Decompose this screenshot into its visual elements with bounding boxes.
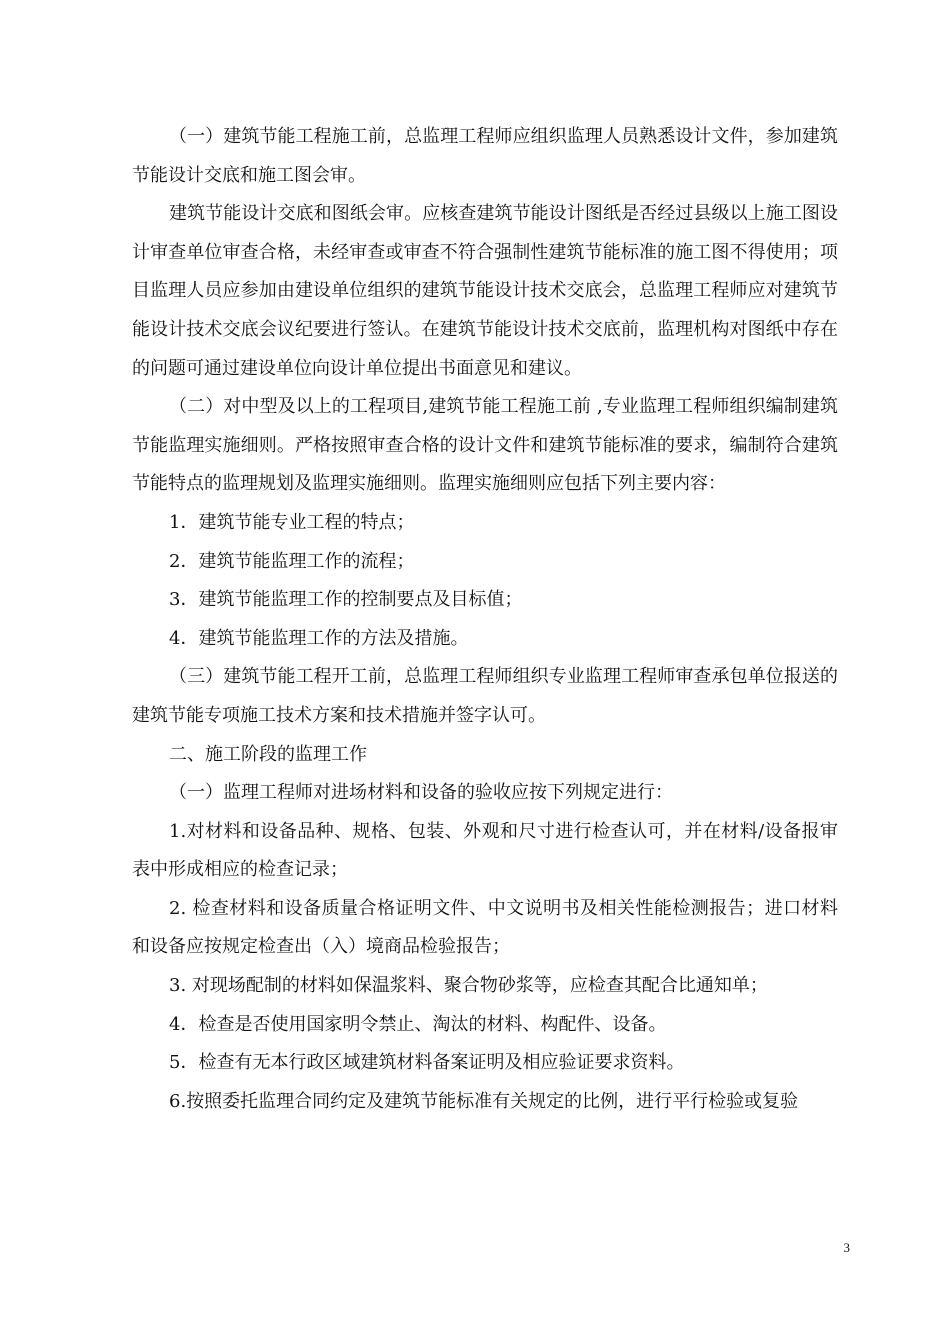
paragraph-4: （三）建筑节能工程开工前，总监理工程师组织专业监理工程师审查承包单位报送的建筑节能专项施工技术方案和技术措施并签字认可。: [132, 666, 838, 726]
list-item-10: 6.按照委托监理合同约定及建筑节能标准有关规定的比例，进行平行检验或复验: [169, 1090, 799, 1112]
list-item-3: 3．建筑节能监理工作的控制要点及目标值；: [169, 589, 523, 611]
list-item-7: 3. 对现场配制的材料如保温浆料、聚合物砂浆等，应检查其配合比通知单；: [169, 975, 768, 997]
page-number: 3: [843, 1240, 850, 1255]
section-heading: 二、施工阶段的监理工作: [169, 743, 367, 765]
list-item-2: 2．建筑节能监理工作的流程；: [169, 550, 415, 572]
paragraph-2: 建筑节能设计交底和图纸会审。应核查建筑节能设计图纸是否经过县级以上施工图设计审查单位审查合格，未经审查或审查不符合强制性建筑节能标准的施工图不得使用；项目监理人员应参加由建设单位组织的建筑节能设计技术交底会，总监理工程师应对建筑节能设计技术交底会议纪要进行签认。在建筑节能设计技术交底前，监理机构对图纸中存在的问题可通过建设单位向设计单位提出书面意见和建议。: [132, 203, 838, 379]
document-body: [132, 118, 838, 1121]
list-item-8: 4．检查是否使用国家明令禁止、淘汰的材料、构配件、设备。: [169, 1013, 667, 1035]
list-item-4: 4．建筑节能监理工作的方法及措施。: [169, 627, 469, 649]
paragraph-3: （二）对中型及以上的工程项目,建筑节能工程施工前 ,专业监理工程师组织编制建筑节能监理实施细则。严格按照审查合格的设计文件和建筑节能标准的要求，编制符合建筑节能特点的监理规划及监理实施细则。监理实施细则应包括下列主要内容：: [132, 396, 838, 495]
paragraph-1: （一）建筑节能工程施工前，总监理工程师应组织监理人员熟悉设计文件，参加建筑节能设计交底和施工图会审。: [132, 126, 838, 186]
list-item-1: 1．建筑节能专业工程的特点；: [169, 511, 415, 533]
list-item-9: 5．检查有无本行政区域建筑材料备案证明及相应验证要求资料。: [169, 1052, 685, 1074]
paragraph-5: （一）监理工程师对进场材料和设备的验收应按下列规定进行：: [169, 782, 673, 804]
list-item-5: 1.对材料和设备品种、规格、包装、外观和尺寸进行检查认可，并在材料/设备报审表中形成相应的检查记录；: [132, 820, 838, 881]
list-item-6: 2. 检查材料和设备质量合格证明文件、中文说明书及相关性能检测报告；进口材料和设备应按规定检查出（入）境商品检验报告；: [132, 897, 838, 958]
